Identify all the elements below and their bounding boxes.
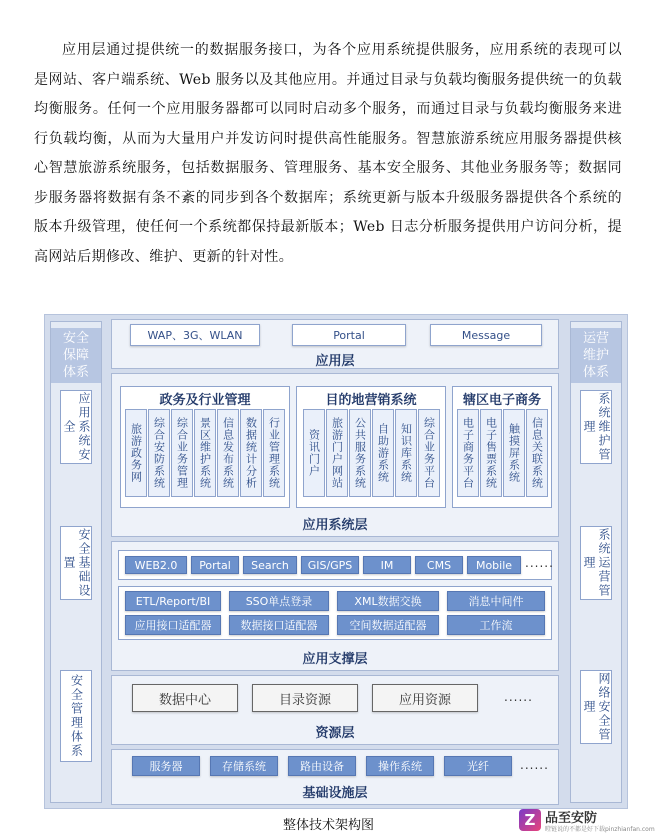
security-panel [50, 321, 102, 803]
destination-marketing-group [296, 386, 446, 508]
infra-chip: 路由设备 [288, 756, 356, 776]
security-item: 安全管理体系 [60, 670, 92, 762]
infrastructure-layer-label: 基础设施层 [302, 786, 368, 801]
system-item: 数据统计分析 [240, 409, 262, 497]
system-item: 知识库系统 [395, 409, 417, 497]
group-title: 政务及行业管理 [159, 393, 251, 408]
group-title: 辖区电子商务 [462, 393, 541, 408]
architecture-diagram [44, 314, 628, 809]
system-item: 景区维护系统 [194, 409, 216, 497]
tech-chip: IM [363, 556, 411, 574]
tech-more: ...... [525, 556, 554, 570]
operations-panel [570, 321, 622, 803]
application-layer-label: 应用层 [315, 354, 355, 369]
system-item: 旅游政务网 [125, 409, 147, 497]
resource-layer [111, 675, 559, 745]
adapter-chip: 空间数据适配器 [337, 615, 439, 635]
figure-caption: 整体技术架构图 [282, 818, 374, 833]
system-item: 综合业务管理 [171, 409, 193, 497]
body-paragraph: 应用层通过提供统一的数据服务接口，为各个应用系统提供服务，应用系统的表现可以是网站、客户端系统、Web 服务以及其他应用。并通过目录与负载均衡服务提供统一的负载均衡服务。任何一个应用服务器都可以同时启动多个服务，而通过目录与负载均衡服务来进行负载均衡，从而为大量用户并发访问时提供高性能服务。智慧旅游系统应用服务器提供核心智慧旅游系统服务，包括数据服务、管理服务、基本安全服务、其他业务服务等；数据同步服务器将数据有条不紊的同步到各个数据库；系统更新与版本升级服务器提供各个系统的版本升级管理，使任何一个系统都保持最新版本；Web 日志分析服务提供用户访问分析，提高网站后期修改、维护、更新的针对性。 [34, 42, 622, 265]
adapter-chip: 数据接口适配器 [229, 615, 329, 635]
infra-chip: 操作系统 [366, 756, 434, 776]
infra-chip: 光纤 [444, 756, 512, 776]
system-item: 信息发布系统 [217, 409, 239, 497]
resource-chip: 应用资源 [372, 684, 478, 712]
system-item: 信息关联系统 [526, 409, 548, 497]
app-chip: Message [430, 324, 542, 346]
resource-more: ...... [504, 690, 533, 704]
watermark-logo [519, 807, 655, 835]
operations-item: 网络安全管理 [582, 672, 611, 742]
adapter-chip: 工作流 [447, 615, 545, 635]
system-item: 自助游系统 [372, 409, 394, 497]
ecommerce-group [452, 386, 552, 508]
gov-management-group [120, 386, 290, 508]
system-item: 电子商务平台 [457, 409, 479, 497]
tech-chip: Portal [191, 556, 239, 574]
resource-chip: 目录资源 [252, 684, 358, 712]
infra-more: ...... [520, 758, 549, 772]
application-layer [111, 319, 559, 369]
resource-chip: 数据中心 [132, 684, 238, 712]
infra-chip: 服务器 [132, 756, 200, 776]
operations-item: 系统维护管理 [582, 392, 611, 462]
system-item: 电子售票系统 [480, 409, 502, 497]
tech-chip: WEB2.0 [125, 556, 187, 574]
logo-name: 品至安防 [545, 811, 598, 826]
tech-strip [118, 550, 552, 580]
middleware-chip: SSO单点登录 [229, 591, 329, 611]
operations-item: 系统运营管理 [582, 528, 611, 598]
resource-layer-label: 资源层 [315, 726, 355, 741]
infra-chip: 存储系统 [210, 756, 278, 776]
system-item: 旅游门户网站 [326, 409, 348, 497]
application-system-layer-label: 应用系统层 [302, 518, 368, 533]
system-item: 行业管理系统 [263, 409, 285, 497]
system-item: 公共服务系统 [349, 409, 371, 497]
system-item: 综合安防系统 [148, 409, 170, 497]
tech-chip: GIS/GPS [301, 556, 359, 574]
application-system-layer [111, 373, 559, 537]
infrastructure-layer [111, 749, 559, 805]
logo-subtitle: 瞪链说的不都是好下载pinzhianfan.com [545, 826, 655, 833]
middleware-block [118, 586, 552, 640]
group-title: 目的地营销系统 [325, 393, 417, 408]
middleware-chip: 消息中间件 [447, 591, 545, 611]
app-chip: WAP、3G、WLAN [130, 324, 260, 346]
application-support-layer [111, 541, 559, 671]
logo-mark-icon: Z [519, 809, 541, 831]
tech-chip: CMS [415, 556, 463, 574]
app-chip: Portal [292, 324, 406, 346]
tech-chip: Mobile [467, 556, 521, 574]
security-panel-title: 安全保障体系 [51, 328, 101, 383]
application-support-layer-label: 应用支撑层 [302, 652, 368, 667]
security-item: 应用系统安全 [62, 392, 91, 462]
operations-panel-title: 运营维护体系 [571, 328, 621, 383]
security-item: 安全基础设置 [62, 528, 91, 598]
tech-chip: Search [243, 556, 297, 574]
system-item: 综合业务平台 [418, 409, 440, 497]
system-item: 资讯门户 [303, 409, 325, 497]
system-item: 触摸屏系统 [503, 409, 525, 497]
middleware-chip: ETL/Report/BI [125, 591, 221, 611]
adapter-chip: 应用接口适配器 [125, 615, 221, 635]
middleware-chip: XML数据交换 [337, 591, 439, 611]
